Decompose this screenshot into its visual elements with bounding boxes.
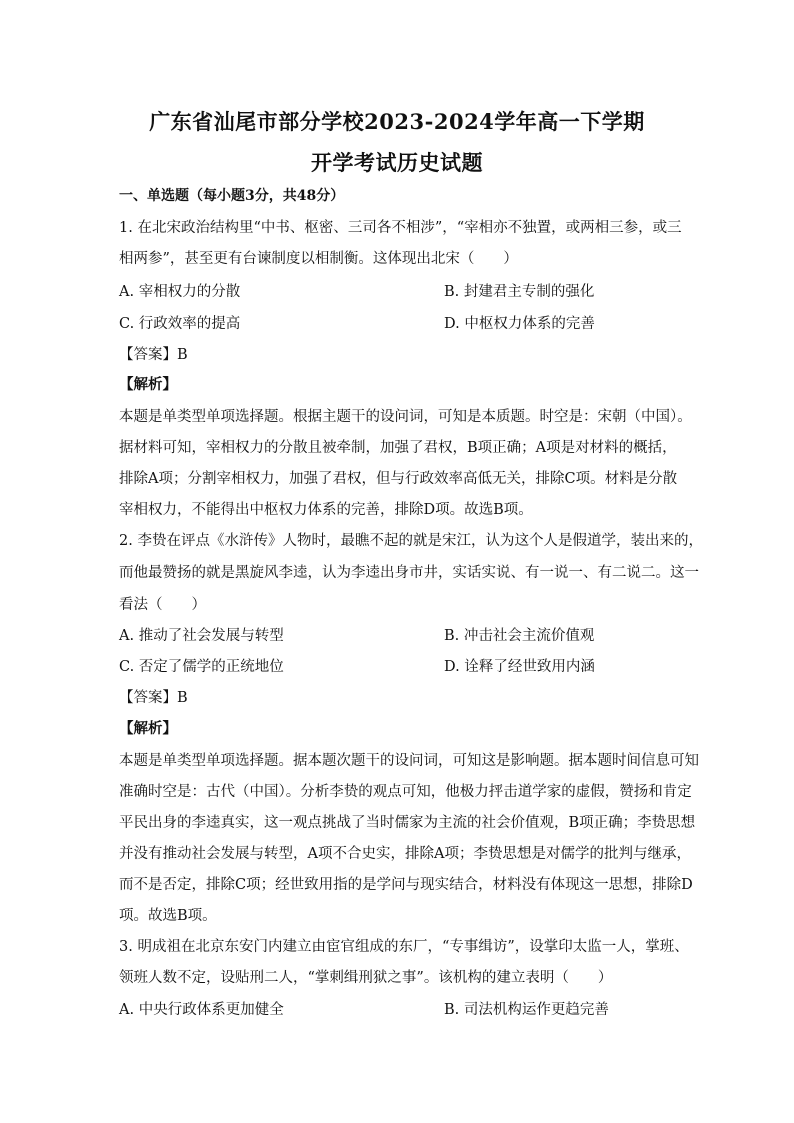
section-heading: 一、单选题（每小题3分，共48分） — [119, 188, 345, 204]
question-2-option-b: B. 冲击社会主流价值观 — [444, 628, 595, 644]
question-2-analysis-line: 准确时空是：古代（中国）。分析李贽的观点可知，他极力抨击道学家的虚假，赞扬和肯定 — [119, 784, 692, 800]
question-1-stem-line: 相两参”，甚至更有台谏制度以相制衡。这体现出北宋（ ） — [119, 251, 518, 267]
question-2-analysis-line: 平民出身的李逵真实，这一观点挑战了当时儒家为主流的社会价值观，B项正确；李贽思想 — [119, 815, 696, 831]
question-1-answer: 【答案】B — [119, 347, 188, 363]
question-1-analysis-line: 宰相权力，不能得出中枢权力体系的完善，排除D项。故选B项。 — [119, 502, 533, 518]
question-2-analysis-line: 而不是否定，排除C项；经世致用指的是学问与现实结合，材料没有体现这一思想，排除D — [119, 877, 693, 893]
question-1-analysis-line: 据材料可知，宰相权力的分散且被牵制，加强了君权，B项正确；A项是对材料的概括， — [119, 440, 677, 456]
question-3-stem-line: 3. 明成祖在北京东安门内建立由宦官组成的东厂，“专事缉访”，设掌印太监一人，掌班、 — [119, 939, 689, 955]
question-2-stem-line: 而他最赞扬的就是黑旋风李逵，认为李逵出身市井，实话实说、有一说一、有二说二。这一 — [119, 565, 699, 581]
exam-title-line2: 开学考试历史试题 — [311, 150, 483, 175]
question-1-stem-line: 1. 在北宋政治结构里“中书、枢密、三司各不相涉”，“宰相亦不独置，或两相三参，或三 — [119, 220, 682, 236]
question-3-option-a: A. 中央行政体系更加健全 — [119, 1002, 284, 1018]
question-2-analysis-label: 【解析】 — [119, 720, 177, 737]
question-2-stem-line: 看法（ ） — [119, 597, 206, 613]
question-2-analysis-line: 项。故选B项。 — [119, 908, 217, 924]
question-1-option-a: A. 宰相权力的分散 — [119, 284, 241, 300]
question-2-answer: 【答案】B — [119, 690, 188, 706]
question-1-option-c: C. 行政效率的提高 — [119, 316, 241, 332]
question-1-analysis-line: 本题是单类型单项选择题。根据主题干的设问词，可知是本质题。时空是：宋朝（中国）。 — [119, 409, 692, 425]
question-3-stem-line: 领班人数不定，设贴刑二人，“掌刺缉刑狱之事”。该机构的建立表明（ ） — [119, 970, 613, 986]
question-2-analysis-line: 本题是单类型单项选择题。据本题次题干的设问词，可知这是影响题。据本题时间信息可知 — [119, 753, 699, 769]
question-2-option-d: D. 诠释了经世致用内涵 — [444, 659, 595, 675]
question-2-option-a: A. 推动了社会发展与转型 — [119, 628, 284, 644]
question-1-analysis-line: 排除A项；分割宰相权力，加强了君权，但与行政效率高低无关，排除C项。材料是分散 — [119, 471, 678, 487]
exam-title-line1: 广东省汕尾市部分学校2023-2024学年高一下学期 — [149, 109, 645, 134]
question-1-option-d: D. 中枢权力体系的完善 — [444, 316, 595, 332]
question-3-option-b: B. 司法机构运作更趋完善 — [444, 1002, 609, 1018]
question-2-option-c: C. 否定了儒学的正统地位 — [119, 659, 284, 675]
question-1-analysis-label: 【解析】 — [119, 376, 177, 393]
question-1-option-b: B. 封建君主专制的强化 — [444, 284, 595, 300]
question-2-stem-line: 2. 李贽在评点《水浒传》人物时，最瞧不起的就是宋江，认为这个人是假道学，装出来的， — [119, 533, 703, 549]
question-2-analysis-line: 并没有推动社会发展与转型，A项不合史实，排除A项；李贽思想是对儒学的批判与继承， — [119, 846, 691, 862]
